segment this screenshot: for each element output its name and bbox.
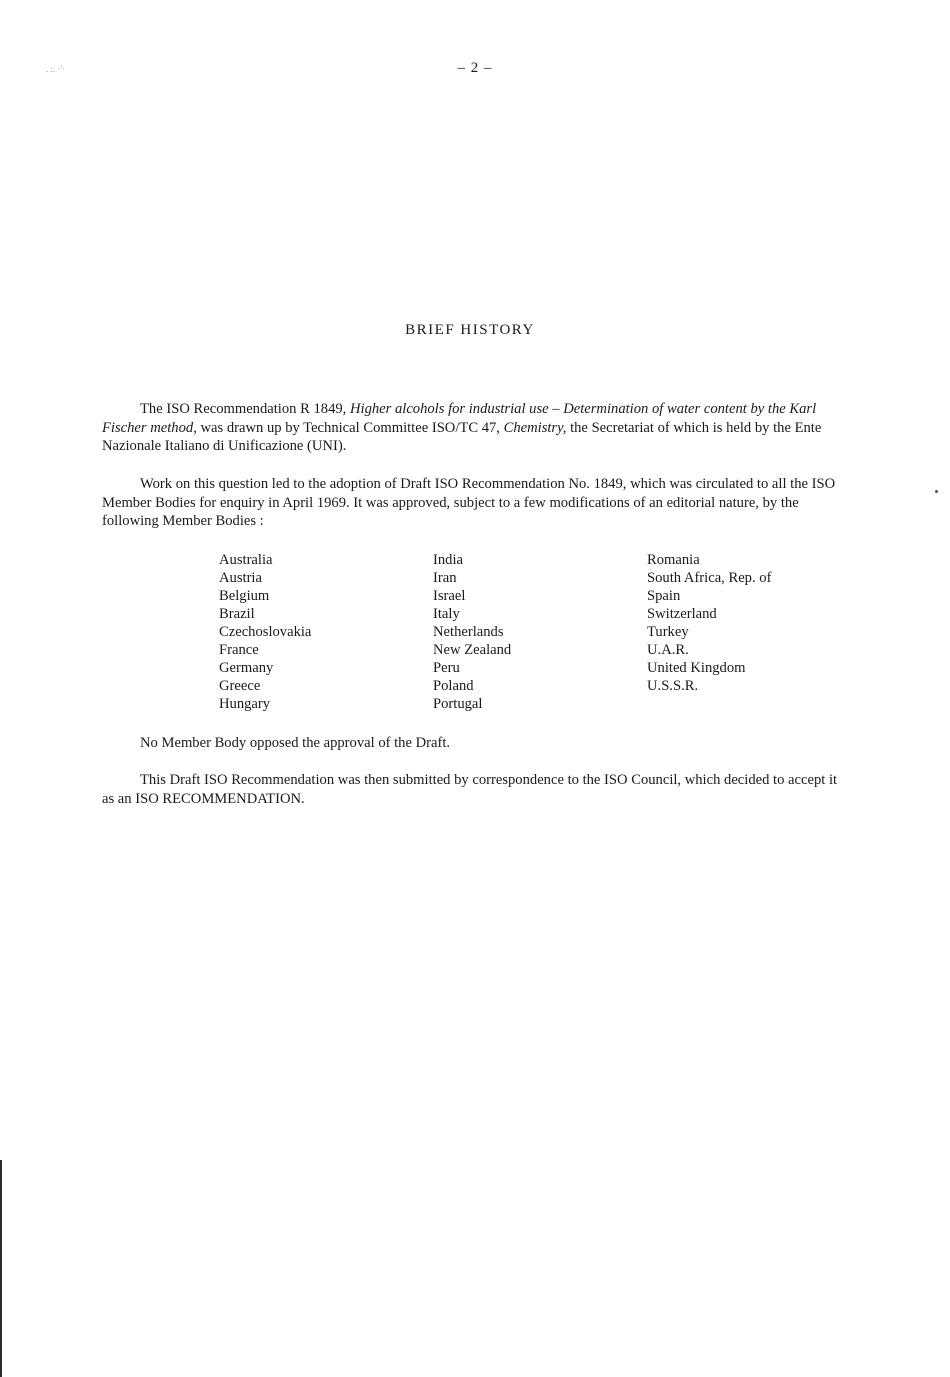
committee-name: Chemistry, xyxy=(503,419,567,436)
corner-marks: . :. ·'· xyxy=(46,64,66,74)
page-title: BRIEF HISTORY xyxy=(405,322,535,338)
member-bodies-column-3 xyxy=(647,551,771,695)
intro-tail: the Secretariat of which is held by the Ente Nazionale Italiano di Unificazione (UNI). xyxy=(102,419,822,454)
list-item: Iran xyxy=(433,570,457,586)
paragraph-opposition xyxy=(102,734,844,753)
list-item: Hungary xyxy=(219,696,271,712)
paragraph-work xyxy=(102,475,844,531)
paragraph-intro xyxy=(102,400,844,456)
list-item: France xyxy=(219,642,259,658)
list-item: Poland xyxy=(433,678,474,694)
list-item: Czechoslovakia xyxy=(219,624,312,640)
intro-lead: The ISO Recommendation R 1849, xyxy=(140,401,350,417)
list-item: New Zealand xyxy=(433,642,512,658)
list-item: U.A.R. xyxy=(647,642,689,658)
intro-mid: was drawn up by Technical Committee ISO/TC 47, xyxy=(196,419,504,436)
list-item: Romania xyxy=(647,552,700,568)
list-item: Netherlands xyxy=(433,624,504,640)
paragraph-council-text: This Draft ISO Recommendation was then submitted by correspondence to the ISO Council, which decided to accept it as an ISO RECOMMENDATION. xyxy=(102,772,838,807)
list-item: Belgium xyxy=(219,588,270,604)
member-bodies-column-2 xyxy=(433,551,511,713)
list-item: Greece xyxy=(219,678,261,694)
list-item: India xyxy=(433,552,463,568)
paragraph-opposition-text: No Member Body opposed the approval of the Draft. xyxy=(140,735,451,751)
list-item: U.S.S.R. xyxy=(647,678,699,694)
paragraph-council xyxy=(102,771,844,808)
list-item: South Africa, Rep. of xyxy=(647,570,772,586)
scan-edge-mark xyxy=(0,1160,2,1377)
list-item: Turkey xyxy=(647,624,689,640)
list-item: Italy xyxy=(433,606,460,622)
list-item: Spain xyxy=(647,588,681,604)
scan-speck xyxy=(935,490,938,493)
member-bodies-column-1 xyxy=(219,551,311,713)
recommendation-title: Higher alcohols for industrial use – Determination of water content by the Karl Fischer method, xyxy=(102,401,817,436)
list-item: United Kingdom xyxy=(647,660,746,676)
list-item: Switzerland xyxy=(647,606,717,622)
paragraph-work-text: Work on this question led to the adoption of Draft ISO Recommendation No. 1849, which was circulated to all the ISO Member Bodies for enquiry in April 1969. It was approved, subject to a few modifications of an editorial nature, by the following Member Bodies : xyxy=(102,476,836,529)
list-item: Austria xyxy=(219,570,262,586)
list-item: Brazil xyxy=(219,606,255,622)
list-item: Australia xyxy=(219,552,273,568)
list-item: Portugal xyxy=(433,696,483,712)
list-item: Peru xyxy=(433,660,460,676)
list-item: Israel xyxy=(433,588,466,604)
page-number: – 2 – xyxy=(457,60,493,76)
list-item: Germany xyxy=(219,660,274,676)
